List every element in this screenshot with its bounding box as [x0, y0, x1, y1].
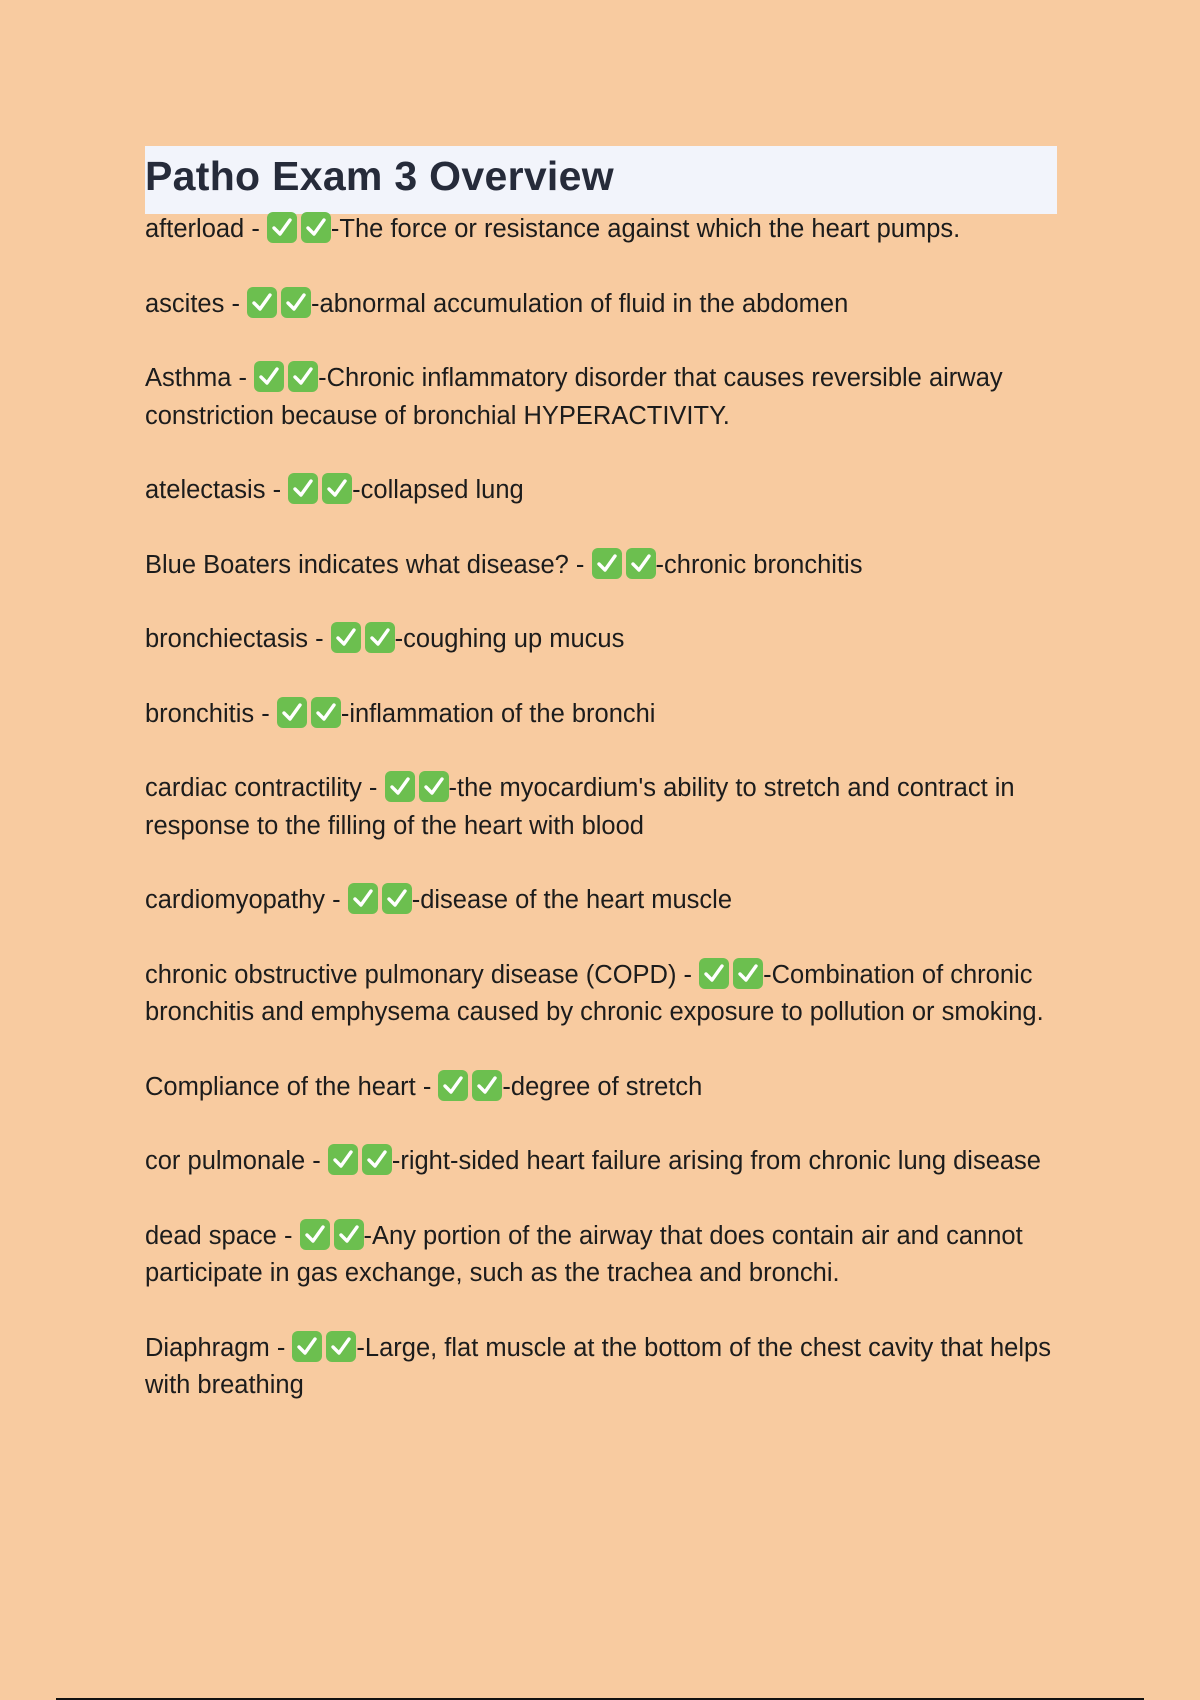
- entry-dash: -: [318, 364, 327, 392]
- entry-term: Compliance of the heart: [145, 1072, 416, 1101]
- check-mark-button-icon: [472, 1070, 502, 1101]
- check-marks: [247, 290, 315, 318]
- list-item: [145, 547, 1057, 585]
- check-mark-button-icon: [592, 548, 622, 579]
- entry-term: chronic obstructive pulmonary disease (COPD): [145, 960, 677, 989]
- check-mark-button-icon: [288, 473, 318, 504]
- list-item: [145, 882, 1057, 920]
- entry-separator: -: [415, 1072, 439, 1101]
- check-marks: [331, 625, 399, 653]
- document-page: [145, 146, 1057, 1442]
- entry-term: cor pulmonale: [145, 1147, 306, 1175]
- check-mark-button-icon: [331, 622, 361, 653]
- entry-dash: -: [391, 1147, 401, 1175]
- entry-separator: -: [265, 476, 289, 504]
- entry-separator: -: [568, 550, 592, 579]
- check-marks: [699, 961, 767, 989]
- list-item: [145, 1069, 1057, 1107]
- check-marks: [300, 1222, 368, 1250]
- entry-separator: -: [305, 1147, 328, 1175]
- check-marks: [292, 1334, 360, 1362]
- check-mark-button-icon: [328, 1144, 358, 1175]
- check-marks: [277, 700, 345, 728]
- entry-dash: -: [340, 699, 350, 728]
- entry-term: Blue Boaters indicates what disease?: [145, 550, 569, 579]
- entry-dash: -: [356, 1333, 365, 1362]
- entry-definition: the myocardium's ability to stretch and contract in response to the filling of the heart with blood: [145, 774, 1015, 840]
- check-mark-button-icon: [733, 958, 763, 989]
- check-marks: [267, 215, 335, 243]
- entry-definition: inflammation of the bronchi: [349, 699, 656, 728]
- entry-separator: -: [361, 774, 385, 802]
- check-marks: [592, 551, 660, 579]
- entry-term: atelectasis: [145, 476, 266, 504]
- list-item: [145, 472, 1057, 510]
- check-mark-button-icon: [267, 212, 297, 243]
- entry-separator: -: [231, 364, 255, 392]
- check-marks: [288, 476, 356, 504]
- page-title: Patho Exam 3 Overview: [145, 152, 614, 199]
- list-item: [145, 360, 1057, 435]
- entry-separator: -: [224, 289, 248, 318]
- entry-dash: -: [448, 774, 457, 802]
- entry-definition: chronic bronchitis: [664, 550, 863, 579]
- entry-dash: -: [502, 1072, 511, 1101]
- entry-dash: -: [763, 960, 772, 989]
- list-item: [145, 621, 1057, 659]
- entry-separator: -: [269, 1333, 293, 1362]
- entry-list: [145, 211, 1057, 1405]
- check-marks: [438, 1073, 506, 1101]
- check-mark-button-icon: [277, 697, 307, 728]
- check-mark-button-icon: [281, 287, 311, 318]
- entry-definition: Any portion of the airway that does contain air and cannot participate in gas exchange, such as the trachea and bronchi.: [145, 1221, 1023, 1287]
- entry-definition: collapsed lung: [360, 476, 524, 504]
- title-bar: [145, 146, 1057, 214]
- entry-dash: -: [352, 476, 361, 504]
- check-mark-button-icon: [292, 1331, 322, 1362]
- entry-term: dead space: [145, 1221, 277, 1250]
- entry-separator: -: [308, 625, 331, 653]
- entry-dash: -: [394, 625, 404, 653]
- entry-term: Asthma: [145, 364, 232, 392]
- entry-dash: -: [330, 215, 340, 243]
- check-marks: [348, 886, 416, 914]
- check-mark-button-icon: [348, 883, 378, 914]
- check-mark-button-icon: [326, 1331, 356, 1362]
- list-item: [145, 286, 1057, 324]
- check-mark-button-icon: [311, 697, 341, 728]
- check-mark-button-icon: [247, 287, 277, 318]
- entry-dash: -: [311, 289, 320, 318]
- entry-term: afterload: [145, 215, 245, 243]
- list-item: [145, 1218, 1057, 1293]
- check-mark-button-icon: [699, 958, 729, 989]
- entry-dash: -: [363, 1221, 373, 1250]
- entry-term: cardiomyopathy: [145, 886, 326, 914]
- entry-separator: -: [244, 215, 267, 243]
- entry-separator: -: [276, 1221, 300, 1250]
- entry-definition: degree of stretch: [510, 1072, 703, 1101]
- entry-term: cardiac contractility: [145, 774, 362, 802]
- check-mark-button-icon: [626, 548, 656, 579]
- entry-definition: Large, flat muscle at the bottom of the chest cavity that helps with breathing: [145, 1333, 1051, 1399]
- entry-definition: The force or resistance against which the heart pumps.: [339, 215, 961, 243]
- check-marks: [328, 1147, 396, 1175]
- check-marks: [385, 774, 453, 802]
- check-mark-button-icon: [334, 1219, 364, 1250]
- list-item: [145, 1143, 1057, 1181]
- check-mark-button-icon: [385, 771, 415, 802]
- check-mark-button-icon: [300, 1219, 330, 1250]
- list-item: [145, 1330, 1057, 1405]
- check-mark-button-icon: [301, 212, 331, 243]
- entry-definition: Chronic inflammatory disorder that causes reversible airway constriction because of bronchial HYPERACTIVITY.: [145, 364, 1003, 430]
- entry-separator: -: [676, 960, 700, 989]
- entry-separator: -: [325, 886, 348, 914]
- entry-term: Diaphragm: [145, 1333, 270, 1362]
- check-mark-button-icon: [365, 622, 395, 653]
- check-mark-button-icon: [438, 1070, 468, 1101]
- entry-definition: coughing up mucus: [403, 625, 625, 653]
- check-mark-button-icon: [322, 473, 352, 504]
- list-item: [145, 770, 1057, 845]
- check-mark-button-icon: [382, 883, 412, 914]
- entry-definition: right-sided heart failure arising from chronic lung disease: [400, 1147, 1041, 1175]
- check-mark-button-icon: [288, 361, 318, 392]
- entry-term: bronchitis: [145, 699, 255, 728]
- entry-definition: abnormal accumulation of fluid in the abdomen: [319, 289, 849, 318]
- entry-dash: -: [655, 550, 665, 579]
- entry-definition: Combination of chronic bronchitis and emphysema caused by chronic exposure to pollution or smoking.: [145, 960, 1044, 1026]
- check-mark-button-icon: [362, 1144, 392, 1175]
- list-item: [145, 696, 1057, 734]
- entry-definition: disease of the heart muscle: [420, 886, 733, 914]
- check-mark-button-icon: [254, 361, 284, 392]
- entry-separator: -: [254, 699, 277, 728]
- entry-term: bronchiectasis: [145, 625, 308, 653]
- list-item: [145, 211, 1057, 249]
- entry-dash: -: [411, 886, 421, 914]
- entry-term: ascites: [145, 289, 225, 318]
- list-item: [145, 957, 1057, 1032]
- check-mark-button-icon: [419, 771, 449, 802]
- check-marks: [254, 364, 322, 392]
